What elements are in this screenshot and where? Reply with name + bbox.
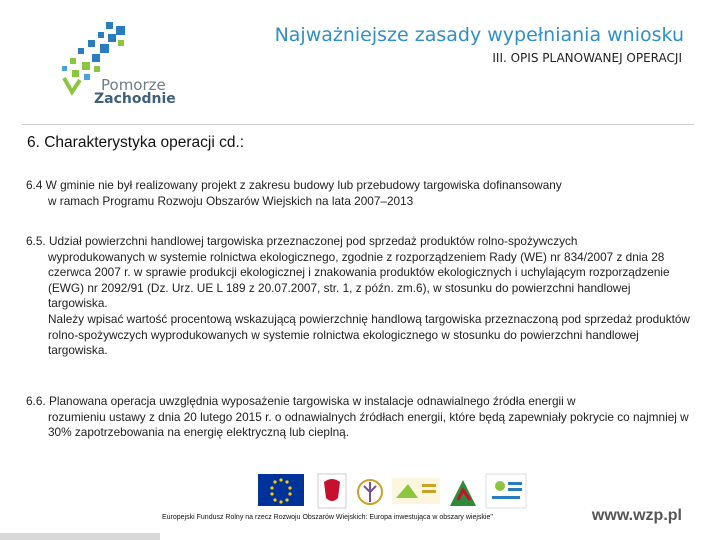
leader-wheat-icon (358, 480, 382, 504)
header-divider (22, 124, 694, 125)
website-link[interactable]: www.wzp.pl (591, 507, 682, 524)
footer-text: Europejski Fundusz Rolny na rzecz Rozwoju Obszarów Wiejskich: Europa inwestująca w obszary wiejskie" (162, 514, 493, 521)
prow-logo-icon (486, 474, 526, 508)
mountain-program-icon (448, 474, 478, 508)
paragraph-6-5-note: Należy wpisać wartość procentową wskazującą powierzchnię handlową targowiska przeznaczoną pod sprzedaż produktów rolno-spożywczych wyprodukowanych w systemie rolnictwa ekologicznego w stosunku do powierzchni handlowej targowiska. (48, 311, 690, 358)
footer-logos (258, 470, 533, 512)
paragraph-6-5 (26, 234, 691, 359)
paragraph-6-6 (26, 394, 691, 441)
eu-flag-icon (258, 474, 304, 506)
logo-text-zachodnie: Zachodnie (94, 91, 176, 107)
page-subtitle: III. OPIS PLANOWANEJ OPERACJI (492, 51, 682, 65)
paragraph-6-4-line1: 6.4 W gminie nie był realizowany projekt z zakresu budowy lub przebudowy targowiska dofinansowany (26, 178, 562, 192)
rural-areas-program-icon (392, 478, 440, 504)
paragraph-6-4 (26, 178, 691, 209)
page-title: Najważniejsze zasady wypełniania wniosku (274, 24, 684, 46)
paragraph-6-5-line1: 6.5. Udział powierzchni handlowej targowiska przeznaczonej pod sprzedaż produktów rolno-spożywczych (26, 234, 578, 248)
polish-eagle-icon (318, 474, 346, 508)
paragraph-6-6-body: rozumieniu ustawy z dnia 20 lutego 2015 r. o odnawialnych źródłach energii, które będą zapewniały pokrycie co najmniej w 30% zapotrzebowania na energię elektryczną lub cieplną. (48, 409, 689, 440)
logo-text-pomorze: Pomorze (101, 76, 166, 94)
paragraph-6-5-body: wyprodukowanych w systemie rolnictwa ekologicznego, zgodnie z rozporządzeniem Rady (WE) nr 834/2007 z dnia 28 czerwca 2007 r. w sprawie produkcji ekologicznej i znakowania produktów ekologicznych i uchylającym rozporządzenie (EWG) nr 2092/91 (Dz. Urz. UE L 189 z 20.07.2007, str. 1, z późn. zm.6), w stosunku do powierzchni handlowej targowiska. (48, 249, 670, 311)
section-title: 6. Charakterystyka operacji cd.: (27, 134, 245, 151)
bottom-bar (0, 533, 160, 540)
paragraph-6-6-line1: 6.6. Planowana operacja uwzględnia wyposażenie targowiska w instalacje odnawialnego źródła energii w (26, 394, 576, 408)
paragraph-6-4-line2: w ramach Programu Rozwoju Obszarów Wiejskich na lata 2007–2013 (48, 193, 414, 208)
